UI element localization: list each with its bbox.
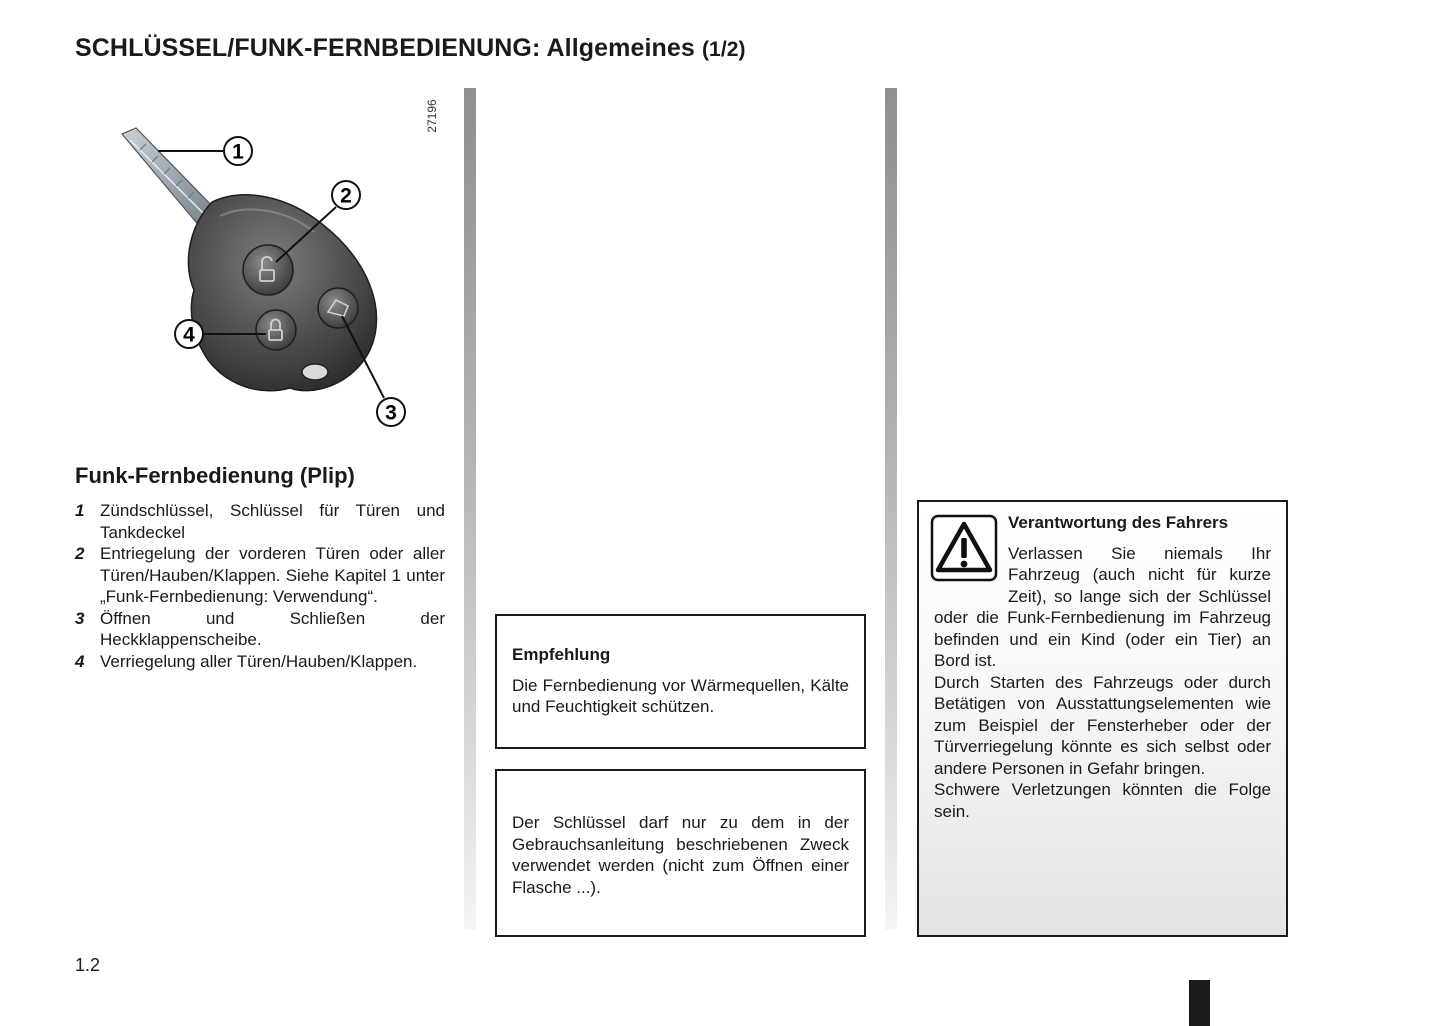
chapter-edge-tab [1189, 980, 1210, 1026]
callout-2-label: 2 [340, 184, 352, 208]
recommendation-text: Die Fernbedienung vor Wärmequellen, Kälte und Feuchtigkeit schützen. [512, 675, 849, 716]
list-item-number: 4 [75, 651, 85, 671]
list-item [75, 608, 445, 651]
list-item-text: Zündschlüssel, Schlüssel für Türen und Tankdeckel [100, 501, 445, 542]
remote-key-illustration [100, 120, 440, 440]
warning-triangle-icon [930, 514, 998, 582]
list-item [75, 500, 445, 543]
lock-all-button-icon [256, 310, 296, 350]
column-divider-left [464, 88, 476, 930]
page-number: 1.2 [75, 955, 101, 975]
warning-paragraph: Verlassen Sie niemals Ihr Fahrzeug (auch nicht für kurze Zeit), so lange sich der Schlüssel oder die Funk-Fernbedienung im Fahrzeug befinden und ein Kind (oder ein Tier) an Bord ist. [934, 543, 1271, 670]
warning-heading: Verantwortung des Fahrers [1008, 513, 1229, 532]
key-use-text: Der Schlüssel darf nur zu dem in der Gebrauchsanleitung beschriebenen Zweck verwendet werden (nicht zum Öffnen einer Flasche ...). [512, 813, 849, 897]
warning-paragraph: Durch Starten des Fahrzeugs oder durch Betätigen von Ausstattungselementen wie zum Beispiel der Fensterheber oder der Türverriegelung könnte es sich selbst oder andere Personen in Gefahr bringen. [934, 672, 1271, 778]
tailgate-window-button-icon [318, 288, 358, 328]
figure-code-label: 27196 [425, 99, 439, 133]
page-title-main: SCHLÜSSEL/FUNK-FERNBEDIENUNG: Allgemeines [75, 34, 695, 62]
key-use-note-box [495, 769, 866, 937]
list-item-text: Öffnen und Schließen der Heckklappenscheibe. [100, 608, 445, 649]
section-title: Funk-Fernbedienung (Plip) [75, 463, 355, 488]
list-item-number: 3 [75, 608, 85, 628]
page-title [75, 34, 746, 63]
list-item-number: 2 [75, 544, 85, 563]
recommendation-box [495, 614, 866, 749]
list-item [75, 651, 445, 673]
warning-box [917, 500, 1288, 937]
list-item-text: Entriegelung der vorderen Türen oder aller Türen/Hauben/Klappen. Siehe Kapitel 1 unter „Funk-Fernbedienung: Verwendung“. [100, 544, 445, 606]
callout-1 [158, 137, 252, 165]
recommendation-heading: Empfehlung [512, 645, 611, 664]
page-title-part: (1/2) [701, 38, 746, 61]
list-item-text: Verriegelung aller Türen/Hauben/Klappen. [100, 651, 418, 671]
callout-4-label: 4 [183, 323, 195, 347]
callout-1-label: 1 [232, 140, 244, 164]
list-item [75, 543, 445, 608]
callout-3-label: 3 [385, 401, 397, 425]
list-item-number: 1 [75, 501, 85, 520]
warning-paragraph: Schwere Verletzungen könnten die Folge sein. [934, 780, 1271, 821]
remote-parts-list [75, 500, 445, 672]
key-ring-hole [302, 364, 328, 380]
column-divider-right [885, 88, 897, 930]
